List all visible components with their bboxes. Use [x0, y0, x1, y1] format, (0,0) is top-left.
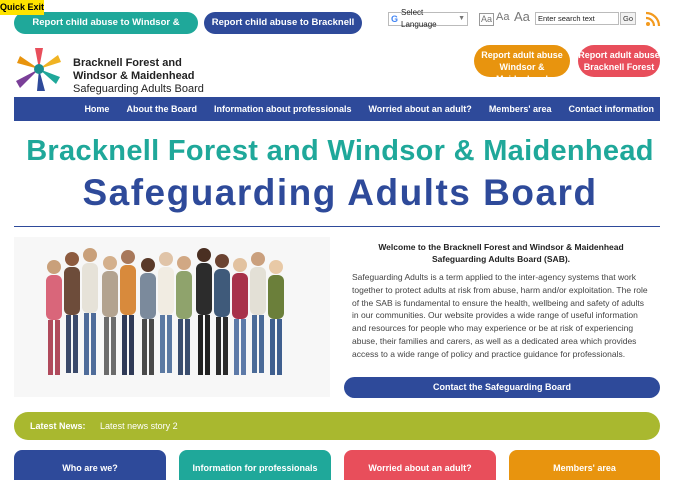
- rss-icon[interactable]: [645, 11, 661, 27]
- welcome-title: Welcome to the Bracknell Forest and Windsor & Maidenhead Safeguarding Adults Board (SAB).: [378, 242, 624, 264]
- hero-title-line-1: Bracknell Forest and Windsor & Maidenhead: [26, 135, 654, 167]
- quick-exit-button[interactable]: Quick Exit: [0, 0, 44, 15]
- adult-bf-line-1: Report adult abuse: [578, 50, 660, 60]
- nav-item-contact[interactable]: Contact information: [568, 104, 654, 114]
- nav-item-home[interactable]: Home: [84, 104, 110, 114]
- adult-wm-line-2: Windsor & Maidenhead: [495, 62, 548, 84]
- divider: [14, 226, 660, 227]
- logo-text: [73, 57, 204, 96]
- nav-item-professionals[interactable]: Information about professionals: [213, 104, 352, 114]
- latest-news-item[interactable]: Latest news story 2: [100, 421, 178, 431]
- search-input[interactable]: [535, 12, 619, 25]
- font-size-medium-button[interactable]: Aa: [496, 11, 510, 23]
- adult-wm-line-1: Report adult abuse: [481, 50, 563, 60]
- report-child-abuse-bf-button[interactable]: Report child abuse to Bracknell Forest: [204, 12, 362, 34]
- nav-item-worried[interactable]: Worried about an adult?: [368, 104, 472, 114]
- latest-news-label: Latest News:: [30, 421, 86, 431]
- contact-board-button[interactable]: Contact the Safeguarding Board: [344, 377, 660, 398]
- report-adult-abuse-wm-button[interactable]: [474, 45, 570, 84]
- search-go-button[interactable]: Go: [620, 12, 636, 25]
- chevron-down-icon: ▼: [458, 15, 465, 22]
- font-size-small-button[interactable]: Aa: [481, 14, 493, 24]
- logo-line-1: Bracknell Forest and: [73, 57, 182, 69]
- tile-information-for-professionals[interactable]: Information for professionals: [179, 450, 331, 480]
- report-child-abuse-wm-button[interactable]: Report child abuse to Windsor & Maidenhead: [14, 12, 198, 34]
- tile-members-area[interactable]: Members' area: [509, 450, 660, 480]
- adult-bf-line-2: Bracknell Forest: [583, 62, 655, 72]
- tile-worried-about-an-adult[interactable]: Worried about an adult?: [344, 450, 496, 480]
- google-icon: G: [391, 14, 399, 24]
- logo-line-3: Safeguarding Adults Board: [73, 83, 204, 95]
- nav-item-about[interactable]: About the Board: [126, 104, 197, 114]
- report-adult-abuse-bf-button[interactable]: [578, 45, 660, 77]
- group-photo-image: [14, 237, 330, 397]
- welcome-body: Safeguarding Adults is a term applied to the inter-agency systems that work together to protect adults at risk from abuse, harm and/or exploitation. The role of the SAB is fundamental to ensure the health, wellbeing and safety of adults in our communities. Our website provides a wide range of useful information and resources for people who may experience or be at risk of experiencing abuse, their families and carers, as well as a dedicated area which provides access to a wide range of policy and practice guidance for professionals.: [352, 272, 648, 359]
- sab-logo-icon: [14, 45, 64, 93]
- font-size-large-button[interactable]: Aa: [514, 9, 530, 24]
- language-select[interactable]: [388, 8, 468, 29]
- main-nav: [14, 97, 660, 121]
- hero-title-line-2: Safeguarding Adults Board: [82, 172, 598, 213]
- latest-news-bar: [14, 412, 660, 440]
- tile-who-are-we[interactable]: Who are we?: [14, 450, 166, 480]
- language-select-label: Select Language: [401, 8, 437, 29]
- logo-line-2: Windsor & Maidenhead: [73, 70, 195, 82]
- nav-item-members[interactable]: Members' area: [488, 104, 552, 114]
